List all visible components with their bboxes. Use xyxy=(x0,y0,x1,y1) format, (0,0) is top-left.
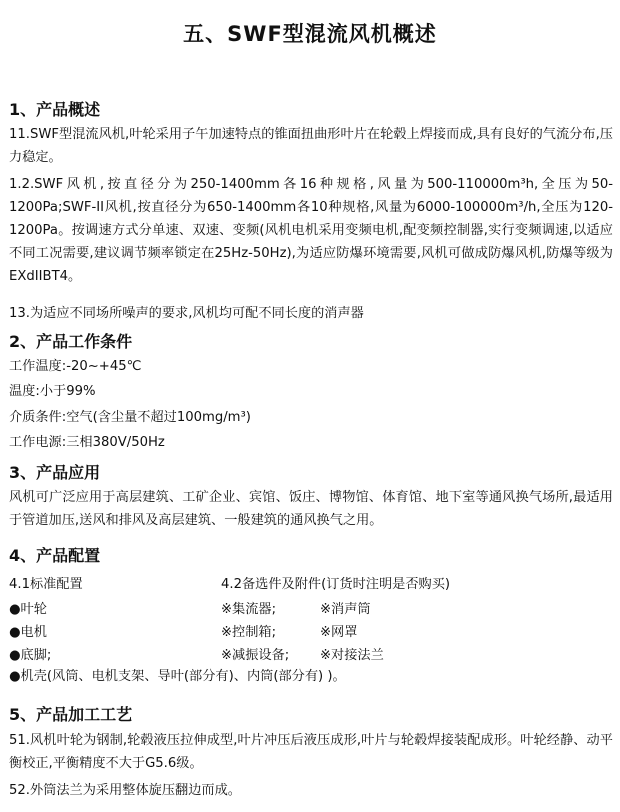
optional-item-damping: ※减振设备; xyxy=(221,648,290,663)
standard-item-impeller: ●叶轮 xyxy=(9,602,47,617)
work-temperature: 工作温度:-20~+45℃ xyxy=(9,359,142,374)
section-4-heading: 4、产品配置 xyxy=(9,546,101,565)
standard-item-motor: ●电机 xyxy=(9,625,47,640)
section-1-heading: 1、产品概述 xyxy=(9,100,101,119)
section-2-heading: 2、产品工作条件 xyxy=(9,332,133,351)
standard-config-title: 4.1标准配置 xyxy=(9,577,83,592)
optional-item-control-box: ※控制箱; xyxy=(221,625,277,640)
section-5-paragraph-1: 51.风机叶轮为钢制,轮毂液压拉伸成型,叶片冲压后液压成形,叶片与轮毂焊接装配成形。叶轮经静、动平衡校正,平衡精度不大于G5.6级。 xyxy=(9,733,613,771)
section-1-paragraph-2: 1.2.SWF风机,按直径分为250-1400mm各16种规格,风量为500-110000m³h,全压为50-1200Pa;SWF-II风机,按直径分为650-1400mm各10种规格,风量为6000-100000m³/h,全压为120-1200Pa。按调速方式分单速、双速、变频(风机电机采用变频电机,配变频控制器,实行变频调速,以适应不同工况需要,建议调节频率锁定在25Hz-50Hz),为适应防爆环境需要,风机可做成防爆风机,防爆等级为EXdIIBT4。 xyxy=(9,177,613,284)
page-title: 五、SWF型混流风机概述 xyxy=(183,22,437,46)
optional-item-silencer: ※消声筒 xyxy=(320,602,371,617)
standard-item-casing: ●机壳(风筒、电机支架、导叶(部分有)、内筒(部分有) )。 xyxy=(9,669,346,684)
section-1-paragraph-3: 13.为适应不同场所噪声的要求,风机均可配不同长度的消声器 xyxy=(9,306,364,321)
standard-item-base-feet: ●底脚; xyxy=(9,648,52,663)
section-5-paragraph-2: 52.外筒法兰为采用整体旋压翻边而成。 xyxy=(9,783,241,798)
section-3-paragraph: 风机可广泛应用于高层建筑、工矿企业、宾馆、饭庄、博物馆、体育馆、地下室等通风换气场所,最适用于管道加压,送风和排风及高层建筑、一般建筑的通风换气之用。 xyxy=(9,490,613,528)
section-5-heading: 5、产品加工工艺 xyxy=(9,705,133,724)
optional-item-flange: ※对接法兰 xyxy=(320,648,384,663)
section-3-heading: 3、产品应用 xyxy=(9,463,101,482)
section-1-paragraph-1: 11.SWF型混流风机,叶轮采用子午加速特点的锥面扭曲形叶片在轮毂上焊接而成,具有良好的气流分布,压力稳定。 xyxy=(9,127,613,165)
optional-item-mesh-cover: ※网罩 xyxy=(320,625,358,640)
humidity: 温度:小于99% xyxy=(9,384,96,399)
optional-parts-title: 4.2备选件及附件(订货时注明是否购买) xyxy=(221,577,451,592)
power-supply: 工作电源:三相380V/50Hz xyxy=(9,435,165,450)
medium-condition: 介质条件:空气(含尘量不超过100mg/m³) xyxy=(9,410,251,425)
optional-item-collector: ※集流器; xyxy=(221,602,277,617)
